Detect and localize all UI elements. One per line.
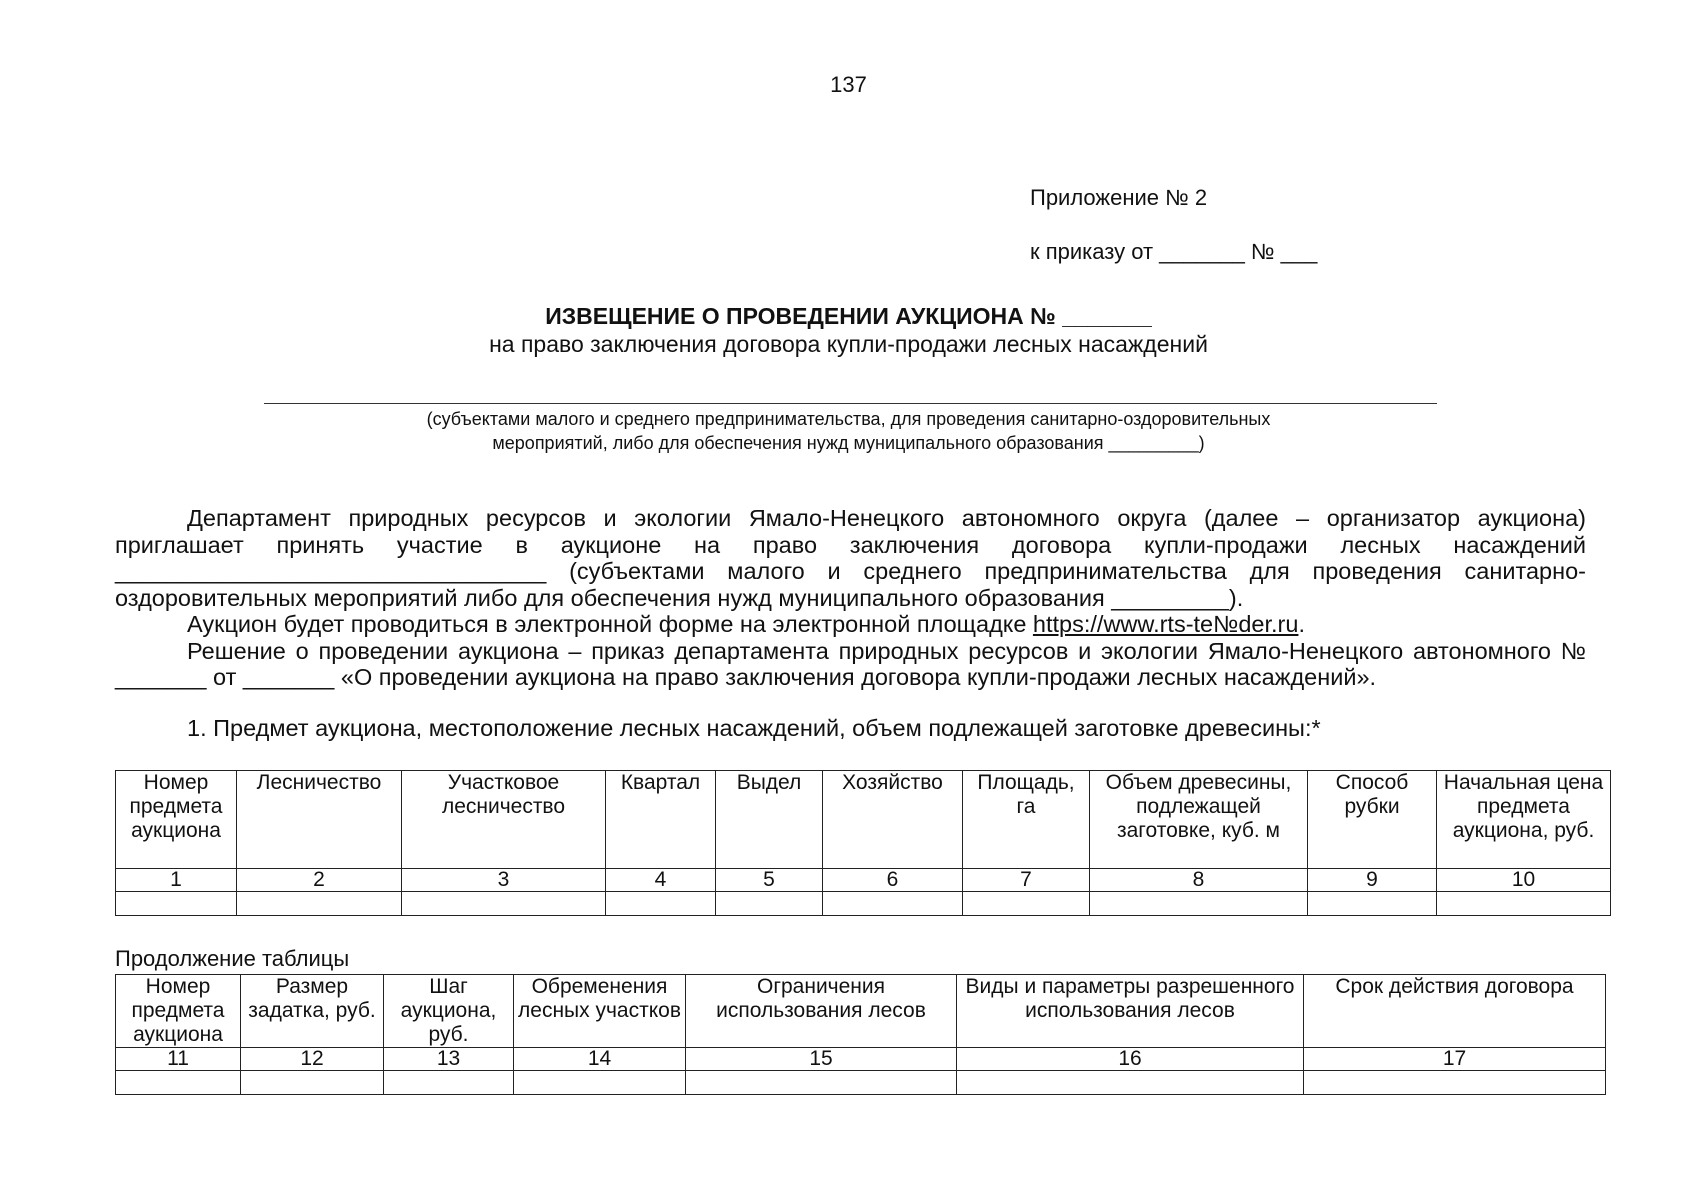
table-empty-row [116,892,1611,916]
lots-table [115,770,1611,916]
table-header-cell: Лесничество [237,771,402,869]
subject-fill-line [264,403,1437,404]
section-1-heading: 1. Предмет аукциона, местоположение лесных насаждений, объем подлежащей заготовке древесины:* [187,714,1321,741]
platform-text: Аукцион будет проводиться в электронной форме на электронной площадке [187,611,1033,637]
empty-cell [514,1071,686,1095]
subject-note-line2: мероприятий, либо для обеспечения нужд муниципального образования _________) [492,433,1205,453]
column-number-cell: 12 [241,1048,384,1071]
empty-cell [1304,1071,1606,1095]
empty-cell [384,1071,514,1095]
table-header-cell: Способ рубки [1308,771,1437,869]
table-header-cell: Участковое лесничество [402,771,606,869]
empty-cell [1308,892,1437,916]
empty-cell [237,892,402,916]
column-number-cell: 1 [116,869,237,892]
table-header-cell: Выдел [716,771,823,869]
empty-cell [606,892,716,916]
table-header-cell: Обременения лесных участков [514,975,686,1048]
table-header-cell: Ограничения использования лесов [686,975,957,1048]
column-number-cell: 11 [116,1048,241,1071]
column-number-cell: 5 [716,869,823,892]
column-number-cell: 7 [963,869,1090,892]
column-number-cell: 3 [402,869,606,892]
column-number-cell: 13 [384,1048,514,1071]
empty-cell [1437,892,1611,916]
subject-note-line1: (субъектами малого и среднего предпринимательства, для проведения санитарно-оздоровительных [426,409,1271,429]
table-header-cell: Начальная цена предмета аукциона, руб. [1437,771,1611,869]
body-paragraph-3: Решение о проведении аукциона – приказ департамента природных ресурсов и экологии Ямало-Ненецкого автономного № _______ от _______ «О проведении аукциона на право заключения договора купли-продажи лесных насаждений». [115,637,1586,690]
appendix-title: Приложение № 2 [1030,185,1208,210]
empty-cell [1090,892,1308,916]
empty-cell [957,1071,1304,1095]
table-header-cell: Номер предмета аукциона [116,975,241,1048]
platform-link[interactable]: https://www.rts-te№der.ru [1032,611,1299,637]
column-number-cell: 15 [686,1048,957,1071]
notice-body [115,505,1586,741]
platform-text-end: . [1298,611,1305,637]
table-number-row [116,1048,1606,1071]
column-number-cell: 4 [606,869,716,892]
notice-title-sub: на право заключения договора купли-продажи лесных насаждений [489,331,1208,357]
lots-table-continuation [115,974,1606,1095]
table-header-cell: Квартал [606,771,716,869]
notice-title [0,302,1697,358]
empty-cell [823,892,963,916]
empty-cell [116,1071,241,1095]
body-paragraph-1: Департамент природных ресурсов и экологии Ямало-Ненецкого автономного округа (далее – организатор аукциона) приглашает принять участие в аукционе на право заключения договора купли-продажи лесных насаждений _________________________________ (субъектами малого и среднего предпринимательства для проведения санитарно-оздоровительных мероприятий либо для обеспечения нужд муниципального образования _________). [115,505,1586,611]
table-empty-row [116,1071,1606,1095]
table-header-cell: Срок действия договора [1304,975,1606,1048]
table-header-cell: Размер задатка, руб. [241,975,384,1048]
column-number-cell: 8 [1090,869,1308,892]
table-header-cell: Хозяйство [823,771,963,869]
body-paragraph-2 [115,611,1586,638]
empty-cell [716,892,823,916]
table-header-cell: Шаг аукциона, руб. [384,975,514,1048]
appendix-block [1030,171,1317,279]
column-number-cell: 10 [1437,869,1611,892]
column-number-cell: 9 [1308,869,1437,892]
table-header-cell: Площадь, га [963,771,1090,869]
notice-title-main: ИЗВЕЩЕНИЕ О ПРОВЕДЕНИИ АУКЦИОНА № _______ [545,303,1152,329]
table-number-row [116,869,1611,892]
column-number-cell: 6 [823,869,963,892]
table-header-row [116,771,1611,869]
empty-cell [686,1071,957,1095]
table-header-cell: Номер предмета аукциона [116,771,237,869]
column-number-cell: 17 [1304,1048,1606,1071]
column-number-cell: 16 [957,1048,1304,1071]
subject-note [0,407,1697,455]
empty-cell [963,892,1090,916]
table-header-cell: Виды и параметры разрешенного использования лесов [957,975,1304,1048]
empty-cell [241,1071,384,1095]
appendix-order-ref: к приказу от _______ № ___ [1030,239,1318,264]
table-header-cell: Объем древесины, подлежащей заготовке, куб. м [1090,771,1308,869]
page-number: 137 [830,72,867,97]
column-number-cell: 14 [514,1048,686,1071]
table-header-row [116,975,1606,1048]
empty-cell [402,892,606,916]
table-continuation-label: Продолжение таблицы [115,946,350,971]
column-number-cell: 2 [237,869,402,892]
empty-cell [116,892,237,916]
